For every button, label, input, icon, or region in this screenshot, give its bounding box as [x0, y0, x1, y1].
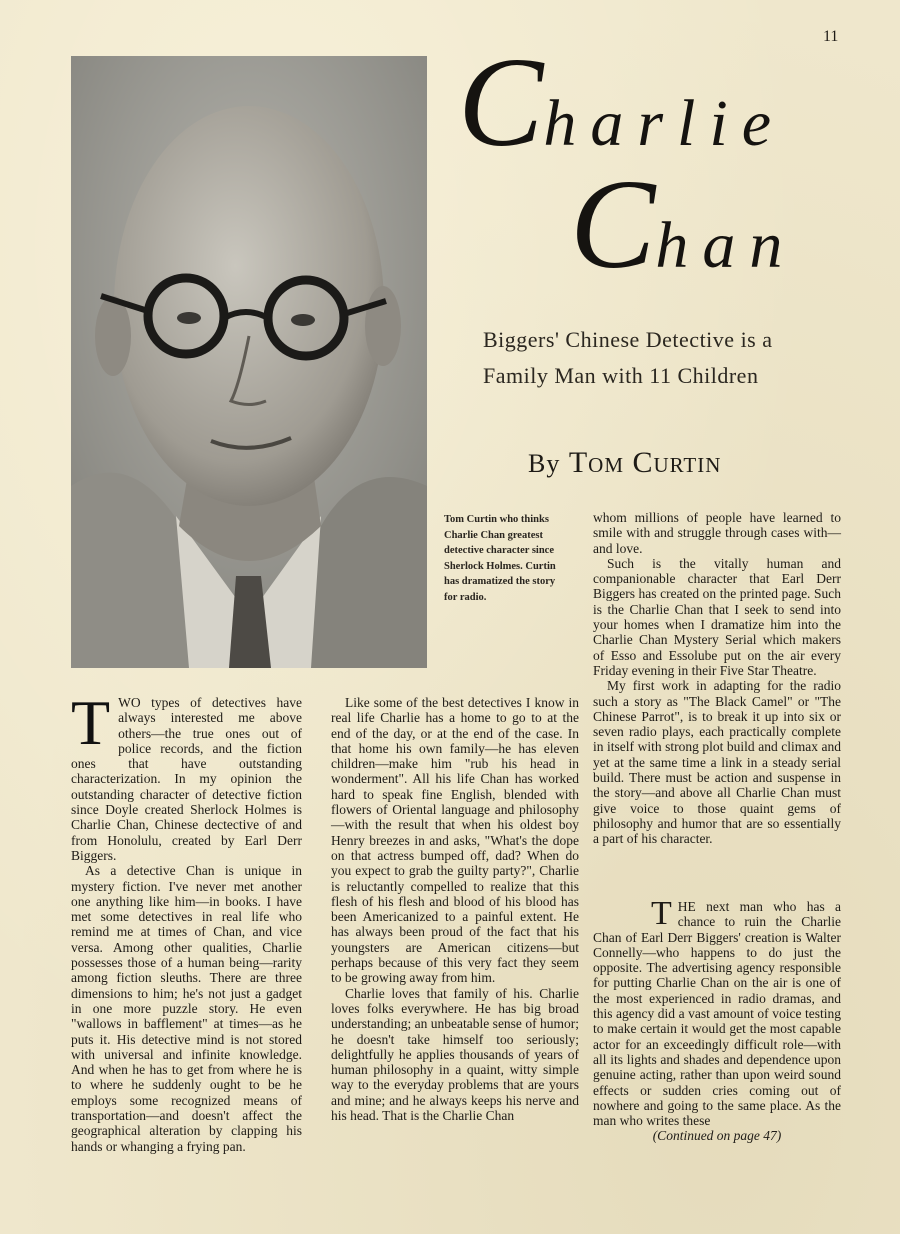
subtitle-line-2: Family Man with 11 Children	[483, 363, 759, 388]
continued-note: (Continued on page 47)	[652, 1128, 782, 1144]
col3-paragraph-1: Such is the vitally human and companionable character that Earl Derr Biggers has created on the printed page. Such is the Charlie Chan that I seek to send into your homes when I dramatize him into the Charlie Chan Mystery Serial which makers of Esso and Essolube put on the air every Friday evening in their Five Star Theatre.	[593, 555, 841, 678]
article-column-3-top	[593, 510, 841, 847]
article-column-3-bottom	[593, 895, 841, 1144]
col2-paragraph-1: Like some of the best detectives I know in real life Charlie has a home to go to at the end of the day, or at the end of the case. In that home his own family—he has eleven children—make him "rub his head in wonderment". All his life Chan has worked hard to speak fine English, blended with flowers of Oriental language and philosophy—with the result that when his oldest boy Henry breezes in and asks, "What's the dope on that actress bumped off, dad? When do you expect to grab the guilty party?", Charlie is reluctantly compelled to realize that this flesh of his flesh and blood of his blood has been Americanized to a painful extent. He has always been proud of the fact that his youngsters are American citizens—but perhaps because of this very fact they seem to be growing away from him.	[331, 695, 579, 986]
article-column-2	[331, 695, 579, 1123]
article-column-1	[71, 687, 302, 1154]
headline-initial-1: C	[458, 31, 544, 173]
col3-paragraph-3: HE next man who has a chance to ruin the Charlie Chan of Earl Derr Biggers' creation is Walter Connelly—who happens to do just the opposite. The advertising agency responsible for putting Charlie Chan on the air is one of the most experienced in radio dramas, and this agency did a vast amount of voice testing to make certain it would get the most capable actor for an exceedingly difficult role—with all its lights and shades and dependence upon genuine acting, rather than upon weird sound effects or sudden cries coming out of nowhere and going to the same place. As the man who writes these	[593, 899, 841, 1129]
headline-rest-1: harlie	[543, 87, 786, 160]
subtitle	[483, 322, 823, 394]
byline-prefix: By	[528, 449, 561, 478]
headline-initial-2: C	[570, 153, 656, 295]
subtitle-line-1: Biggers' Chinese Detective is a	[483, 327, 773, 352]
page-number: 11	[823, 28, 839, 45]
byline-author: Tom Curtin	[568, 446, 722, 479]
col3-paragraph-2: My first work in adapting for the radio such a story as "The Black Camel" or "The Chinese Parrot", is to break it up into six or seven radio plays, each practically complete in itself with strong plot build and climax and yet at the same time a link in a steady serial build. There must be action and suspense in the story—and above all Charlie Chan must give voice to those quaint gems of philosophy and humor that are so essentially a part of his character.	[593, 678, 841, 847]
col1-paragraph-2: As a detective Chan is unique in mystery fiction. I've never met another one anything like him—in books. I have met some detectives in real life who remind me at times of Chan, and vice versa. Among other qualities, Charlie possesses those of a human being—rarity among fiction sleuths. There are three dimensions to him; he's not just a gadget in one more puzzle story. He even "wallows in bafflement" at times—as he puts it. His detective mind is not stored with universal and infinite knowledge. And when he has to get from where he is to where he suddenly ought to be he employs some recognized means of transportation—and doesn't affect the geographical alteration by clapping his hands or whanging a frying pan.	[71, 863, 302, 1154]
byline	[528, 446, 721, 480]
author-portrait-photo	[71, 56, 427, 668]
col3-paragraph-0: whom millions of people have learned to smile with and struggle through cases with—and love.	[593, 510, 841, 556]
headline-line-1	[458, 31, 786, 173]
col1-paragraph-1: WO types of detectives have always interested me above others—the true ones out of police records, and the fiction ones that have outstanding characterization. In my opinion the outstanding character of detective fiction since Doyle created Sherlock Holmes is Charlie Chan, Chinese dectective of and from Honolulu, created by Earl Derr Biggers.	[71, 695, 302, 863]
headline-line-2	[570, 153, 797, 295]
photo-caption: Tom Curtin who thinks Charlie Chan greatest detective character since Sherlock Holmes. Curtin has dramatized the story for radio.	[444, 514, 556, 603]
drop-cap: T	[71, 687, 111, 758]
headline-rest-2: han	[655, 209, 797, 282]
section-initial: T	[651, 895, 672, 932]
col2-paragraph-2: Charlie loves that family of his. Charlie loves folks everywhere. He has big broad understanding; an unbeatable sense of humor; he doesn't take himself too seriously; delightfully he applies thousands of years of human philosophy in a quaint, witty simple way to the everyday problems that are yours and mine; and he always keeps his nerve and his head. That is the Charlie Chan	[331, 985, 579, 1124]
portrait-illustration	[71, 56, 427, 668]
